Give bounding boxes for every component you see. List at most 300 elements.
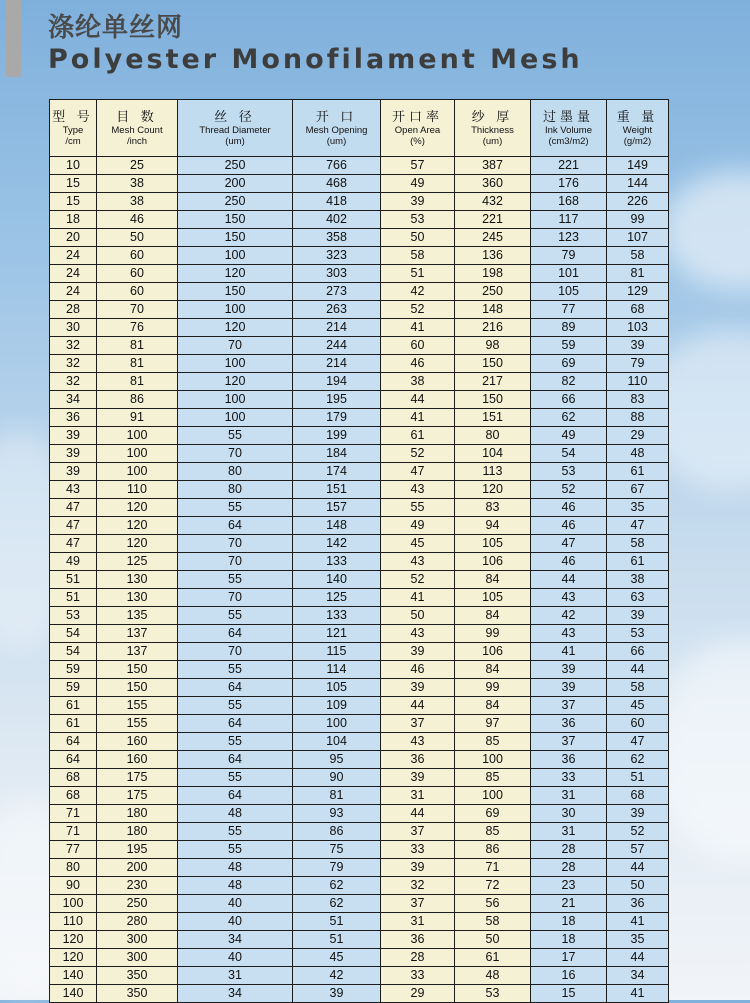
cell-thickness: 71: [455, 859, 531, 877]
cell-open-area: 43: [381, 733, 455, 751]
cell-thickness: 99: [455, 625, 531, 643]
cell-mesh-count: 25: [97, 157, 178, 175]
cell-mesh-opening: 140: [293, 571, 381, 589]
cell-type: 18: [50, 211, 97, 229]
table-row: [50, 391, 669, 409]
cell-thread-diameter: 34: [178, 931, 293, 949]
cell-ink-volume: 41: [531, 643, 607, 661]
cell-thickness: 100: [455, 751, 531, 769]
cell-mesh-count: 195: [97, 841, 178, 859]
column-header-type-cn: 型 号: [52, 109, 94, 124]
cell-ink-volume: 221: [531, 157, 607, 175]
cell-open-area: 49: [381, 175, 455, 193]
cell-thickness: 56: [455, 895, 531, 913]
cell-mesh-opening: 133: [293, 553, 381, 571]
cell-type: 47: [50, 535, 97, 553]
table-row: [50, 283, 669, 301]
cell-thickness: 151: [455, 409, 531, 427]
column-header-thread-diameter-en2: (um): [225, 136, 245, 147]
column-header-mesh-opening-en2: (um): [326, 136, 347, 147]
cell-thickness: 216: [455, 319, 531, 337]
cell-ink-volume: 62: [531, 409, 607, 427]
column-header-ink-volume: [531, 100, 607, 157]
page-title-chinese: 涤纶单丝网: [48, 13, 184, 43]
cell-thickness: 85: [455, 733, 531, 751]
cell-thread-diameter: 40: [178, 949, 293, 967]
cell-thread-diameter: 55: [178, 733, 293, 751]
cell-open-area: 42: [381, 283, 455, 301]
table-row: [50, 805, 669, 823]
table-row: [50, 409, 669, 427]
cell-thickness: 98: [455, 337, 531, 355]
cell-open-area: 60: [381, 337, 455, 355]
cell-weight: 52: [607, 823, 669, 841]
cell-mesh-opening: 151: [293, 481, 381, 499]
cell-open-area: 41: [381, 409, 455, 427]
cell-ink-volume: 31: [531, 787, 607, 805]
cell-mesh-opening: 214: [293, 319, 381, 337]
table-row: [50, 949, 669, 967]
cell-type: 24: [50, 265, 97, 283]
cell-ink-volume: 21: [531, 895, 607, 913]
cell-weight: 144: [607, 175, 669, 193]
cell-thickness: 217: [455, 373, 531, 391]
cell-thread-diameter: 55: [178, 607, 293, 625]
table-row: [50, 913, 669, 931]
cell-ink-volume: 53: [531, 463, 607, 481]
table-row: [50, 175, 669, 193]
cell-ink-volume: 43: [531, 589, 607, 607]
cell-weight: 66: [607, 643, 669, 661]
cell-thread-diameter: 200: [178, 175, 293, 193]
column-header-ink-volume-en2: (cm3/m2): [548, 136, 589, 147]
table-row: [50, 823, 669, 841]
cell-type: 51: [50, 571, 97, 589]
cell-type: 47: [50, 517, 97, 535]
cell-type: 120: [50, 931, 97, 949]
cell-mesh-opening: 402: [293, 211, 381, 229]
cell-thread-diameter: 55: [178, 841, 293, 859]
cell-thickness: 53: [455, 985, 531, 1003]
cell-ink-volume: 17: [531, 949, 607, 967]
cell-mesh-opening: 42: [293, 967, 381, 985]
cell-thread-diameter: 100: [178, 409, 293, 427]
cell-thread-diameter: 120: [178, 319, 293, 337]
table-row: [50, 787, 669, 805]
cell-ink-volume: 37: [531, 733, 607, 751]
cell-thread-diameter: 64: [178, 715, 293, 733]
cell-thread-diameter: 150: [178, 229, 293, 247]
table-row: [50, 733, 669, 751]
cell-open-area: 57: [381, 157, 455, 175]
cell-mesh-count: 180: [97, 805, 178, 823]
cell-weight: 61: [607, 463, 669, 481]
cell-open-area: 50: [381, 607, 455, 625]
cell-mesh-count: 350: [97, 985, 178, 1003]
cell-mesh-opening: 51: [293, 931, 381, 949]
cell-mesh-opening: 195: [293, 391, 381, 409]
table-row: [50, 319, 669, 337]
cell-open-area: 33: [381, 967, 455, 985]
cell-mesh-opening: 90: [293, 769, 381, 787]
cell-open-area: 41: [381, 319, 455, 337]
cell-type: 54: [50, 625, 97, 643]
table-row: [50, 877, 669, 895]
cell-weight: 103: [607, 319, 669, 337]
cell-mesh-opening: 121: [293, 625, 381, 643]
column-header-open-area-en1: Open Area: [394, 125, 441, 136]
cell-thread-diameter: 120: [178, 265, 293, 283]
table-row: [50, 769, 669, 787]
cell-weight: 44: [607, 661, 669, 679]
cell-thickness: 150: [455, 355, 531, 373]
cell-weight: 50: [607, 877, 669, 895]
cell-type: 71: [50, 805, 97, 823]
cell-thickness: 198: [455, 265, 531, 283]
cell-mesh-opening: 39: [293, 985, 381, 1003]
column-header-thickness-en2: (um): [482, 136, 503, 147]
cell-thickness: 221: [455, 211, 531, 229]
cell-thickness: 69: [455, 805, 531, 823]
cell-mesh-opening: 174: [293, 463, 381, 481]
cell-thickness: 360: [455, 175, 531, 193]
table-row: [50, 499, 669, 517]
cell-mesh-opening: 75: [293, 841, 381, 859]
cell-mesh-count: 280: [97, 913, 178, 931]
cell-open-area: 52: [381, 301, 455, 319]
cell-thickness: 99: [455, 679, 531, 697]
cell-thickness: 84: [455, 607, 531, 625]
cell-type: 24: [50, 283, 97, 301]
cell-thickness: 250: [455, 283, 531, 301]
cell-open-area: 37: [381, 823, 455, 841]
cell-thread-diameter: 55: [178, 697, 293, 715]
cell-mesh-count: 100: [97, 445, 178, 463]
cell-thickness: 100: [455, 787, 531, 805]
cell-thread-diameter: 70: [178, 589, 293, 607]
cell-thickness: 84: [455, 661, 531, 679]
cell-weight: 47: [607, 517, 669, 535]
column-header-type-en2: /cm: [65, 136, 81, 147]
cell-open-area: 43: [381, 481, 455, 499]
cell-thread-diameter: 64: [178, 787, 293, 805]
cell-ink-volume: 36: [531, 751, 607, 769]
cell-ink-volume: 37: [531, 697, 607, 715]
cell-open-area: 61: [381, 427, 455, 445]
cell-mesh-opening: 51: [293, 913, 381, 931]
cell-mesh-count: 130: [97, 571, 178, 589]
cell-thread-diameter: 48: [178, 877, 293, 895]
cell-mesh-opening: 263: [293, 301, 381, 319]
cell-thickness: 97: [455, 715, 531, 733]
column-header-mesh-count-cn: 目 数: [116, 109, 158, 124]
cell-type: 64: [50, 733, 97, 751]
cell-mesh-count: 250: [97, 895, 178, 913]
column-header-thickness-cn: 纱 厚: [471, 109, 514, 124]
cell-ink-volume: 28: [531, 841, 607, 859]
table-row: [50, 751, 669, 769]
cell-mesh-count: 160: [97, 751, 178, 769]
cell-open-area: 55: [381, 499, 455, 517]
cell-ink-volume: 66: [531, 391, 607, 409]
cell-open-area: 45: [381, 535, 455, 553]
cell-thickness: 50: [455, 931, 531, 949]
cell-thread-diameter: 250: [178, 157, 293, 175]
cell-open-area: 43: [381, 553, 455, 571]
column-header-ink-volume-cn: 过墨量: [542, 109, 594, 124]
cell-type: 39: [50, 463, 97, 481]
cell-mesh-opening: 109: [293, 697, 381, 715]
cell-thickness: 105: [455, 535, 531, 553]
table-row: [50, 967, 669, 985]
cell-thickness: 94: [455, 517, 531, 535]
cell-ink-volume: 46: [531, 553, 607, 571]
table-row: [50, 157, 669, 175]
cell-open-area: 37: [381, 895, 455, 913]
cell-ink-volume: 33: [531, 769, 607, 787]
cell-type: 24: [50, 247, 97, 265]
column-header-type-en1: Type: [62, 125, 84, 136]
cell-thickness: 83: [455, 499, 531, 517]
cell-open-area: 43: [381, 625, 455, 643]
cell-type: 68: [50, 769, 97, 787]
cell-ink-volume: 117: [531, 211, 607, 229]
column-header-weight-cn: 重 量: [616, 109, 659, 124]
cell-type: 64: [50, 751, 97, 769]
cell-thread-diameter: 100: [178, 301, 293, 319]
cell-mesh-count: 230: [97, 877, 178, 895]
cell-thread-diameter: 80: [178, 463, 293, 481]
cell-weight: 61: [607, 553, 669, 571]
cell-open-area: 44: [381, 391, 455, 409]
cell-thread-diameter: 64: [178, 517, 293, 535]
cell-ink-volume: 101: [531, 265, 607, 283]
cell-mesh-count: 38: [97, 175, 178, 193]
column-header-open-area-cn: 开口率: [391, 109, 443, 124]
cell-type: 36: [50, 409, 97, 427]
cell-open-area: 51: [381, 265, 455, 283]
cell-thread-diameter: 70: [178, 643, 293, 661]
cell-weight: 60: [607, 715, 669, 733]
column-header-weight-en2: (g/m2): [623, 136, 652, 147]
cell-type: 15: [50, 193, 97, 211]
cell-ink-volume: 23: [531, 877, 607, 895]
cell-type: 32: [50, 373, 97, 391]
cell-open-area: 31: [381, 913, 455, 931]
cell-mesh-count: 60: [97, 265, 178, 283]
cell-weight: 62: [607, 751, 669, 769]
cell-ink-volume: 123: [531, 229, 607, 247]
cell-mesh-count: 100: [97, 463, 178, 481]
cell-mesh-opening: 358: [293, 229, 381, 247]
cell-mesh-opening: 100: [293, 715, 381, 733]
cell-thickness: 136: [455, 247, 531, 265]
table-row: [50, 301, 669, 319]
cell-mesh-opening: 62: [293, 877, 381, 895]
cell-ink-volume: 105: [531, 283, 607, 301]
cell-thread-diameter: 80: [178, 481, 293, 499]
cell-thickness: 106: [455, 643, 531, 661]
cell-weight: 99: [607, 211, 669, 229]
cell-type: 20: [50, 229, 97, 247]
cell-mesh-count: 155: [97, 697, 178, 715]
cell-type: 100: [50, 895, 97, 913]
table-row: [50, 427, 669, 445]
cell-weight: 81: [607, 265, 669, 283]
table-row: [50, 481, 669, 499]
cell-mesh-opening: 323: [293, 247, 381, 265]
cell-mesh-count: 91: [97, 409, 178, 427]
cell-thread-diameter: 64: [178, 625, 293, 643]
cell-type: 51: [50, 589, 97, 607]
cell-mesh-opening: 194: [293, 373, 381, 391]
table-row: [50, 373, 669, 391]
cell-thread-diameter: 48: [178, 859, 293, 877]
cell-open-area: 53: [381, 211, 455, 229]
table-row: [50, 229, 669, 247]
cell-mesh-count: 60: [97, 247, 178, 265]
cell-type: 110: [50, 913, 97, 931]
cell-weight: 57: [607, 841, 669, 859]
cell-mesh-opening: 157: [293, 499, 381, 517]
cell-mesh-count: 86: [97, 391, 178, 409]
cell-open-area: 49: [381, 517, 455, 535]
page-title-english: Polyester Monofilament Mesh: [48, 44, 583, 75]
cell-type: 80: [50, 859, 97, 877]
cell-open-area: 46: [381, 661, 455, 679]
cell-thickness: 245: [455, 229, 531, 247]
cell-thickness: 84: [455, 697, 531, 715]
cell-thread-diameter: 40: [178, 913, 293, 931]
column-header-mesh-count-en1: Mesh Count: [111, 125, 163, 136]
table-row: [50, 697, 669, 715]
table-row: [50, 211, 669, 229]
cell-mesh-count: 100: [97, 427, 178, 445]
cell-thread-diameter: 64: [178, 751, 293, 769]
cell-ink-volume: 30: [531, 805, 607, 823]
cell-type: 61: [50, 715, 97, 733]
cell-type: 120: [50, 949, 97, 967]
cell-weight: 29: [607, 427, 669, 445]
cell-ink-volume: 28: [531, 859, 607, 877]
table-row: [50, 355, 669, 373]
cell-weight: 83: [607, 391, 669, 409]
table-row: [50, 625, 669, 643]
cell-open-area: 39: [381, 859, 455, 877]
cell-weight: 63: [607, 589, 669, 607]
table-row: [50, 679, 669, 697]
cell-weight: 48: [607, 445, 669, 463]
cell-open-area: 50: [381, 229, 455, 247]
cell-thickness: 72: [455, 877, 531, 895]
cell-thickness: 61: [455, 949, 531, 967]
cell-type: 68: [50, 787, 97, 805]
cell-mesh-opening: 133: [293, 607, 381, 625]
table-row: [50, 661, 669, 679]
table-body: [50, 157, 669, 1003]
table-row: [50, 841, 669, 859]
table-row: [50, 463, 669, 481]
table-row: [50, 445, 669, 463]
cell-thread-diameter: 55: [178, 661, 293, 679]
column-header-mesh-opening-en1: Mesh Opening: [305, 125, 368, 136]
cell-mesh-opening: 418: [293, 193, 381, 211]
cell-thread-diameter: 55: [178, 571, 293, 589]
cell-thread-diameter: 100: [178, 247, 293, 265]
cell-type: 49: [50, 553, 97, 571]
cell-type: 34: [50, 391, 97, 409]
cell-weight: 44: [607, 859, 669, 877]
cloud-decoration: [660, 170, 750, 290]
cell-open-area: 37: [381, 715, 455, 733]
cell-weight: 58: [607, 535, 669, 553]
cell-weight: 58: [607, 679, 669, 697]
table-row: [50, 265, 669, 283]
cell-mesh-opening: 199: [293, 427, 381, 445]
cell-mesh-count: 135: [97, 607, 178, 625]
cell-type: 61: [50, 697, 97, 715]
cell-mesh-opening: 273: [293, 283, 381, 301]
cell-mesh-opening: 95: [293, 751, 381, 769]
cell-mesh-count: 175: [97, 769, 178, 787]
cell-weight: 45: [607, 697, 669, 715]
cell-type: 39: [50, 445, 97, 463]
cell-ink-volume: 43: [531, 625, 607, 643]
cell-mesh-opening: 303: [293, 265, 381, 283]
cell-ink-volume: 36: [531, 715, 607, 733]
column-header-type: [50, 100, 97, 157]
cell-ink-volume: 16: [531, 967, 607, 985]
cell-thread-diameter: 70: [178, 535, 293, 553]
cell-mesh-count: 350: [97, 967, 178, 985]
cell-open-area: 44: [381, 697, 455, 715]
cell-open-area: 39: [381, 679, 455, 697]
cell-type: 71: [50, 823, 97, 841]
cell-thickness: 150: [455, 391, 531, 409]
cell-mesh-count: 46: [97, 211, 178, 229]
cell-ink-volume: 176: [531, 175, 607, 193]
table-row: [50, 553, 669, 571]
column-header-thread-diameter-en1: Thread Diameter: [199, 125, 271, 136]
cell-open-area: 47: [381, 463, 455, 481]
cell-thread-diameter: 100: [178, 391, 293, 409]
cell-mesh-count: 160: [97, 733, 178, 751]
cell-weight: 51: [607, 769, 669, 787]
cell-mesh-count: 81: [97, 355, 178, 373]
cell-mesh-count: 38: [97, 193, 178, 211]
cell-mesh-count: 50: [97, 229, 178, 247]
cell-thread-diameter: 150: [178, 211, 293, 229]
cell-thread-diameter: 150: [178, 283, 293, 301]
column-header-weight-en1: Weight: [622, 125, 653, 136]
cell-mesh-opening: 148: [293, 517, 381, 535]
cell-type: 43: [50, 481, 97, 499]
cell-weight: 107: [607, 229, 669, 247]
column-header-thickness-en1: Thickness: [471, 125, 514, 136]
cell-thickness: 85: [455, 769, 531, 787]
cell-open-area: 39: [381, 643, 455, 661]
cell-type: 54: [50, 643, 97, 661]
cell-ink-volume: 168: [531, 193, 607, 211]
cell-ink-volume: 42: [531, 607, 607, 625]
cell-thickness: 104: [455, 445, 531, 463]
table-row: [50, 859, 669, 877]
cell-ink-volume: 39: [531, 661, 607, 679]
cell-weight: 38: [607, 571, 669, 589]
cell-mesh-opening: 81: [293, 787, 381, 805]
cell-type: 15: [50, 175, 97, 193]
cell-open-area: 46: [381, 355, 455, 373]
